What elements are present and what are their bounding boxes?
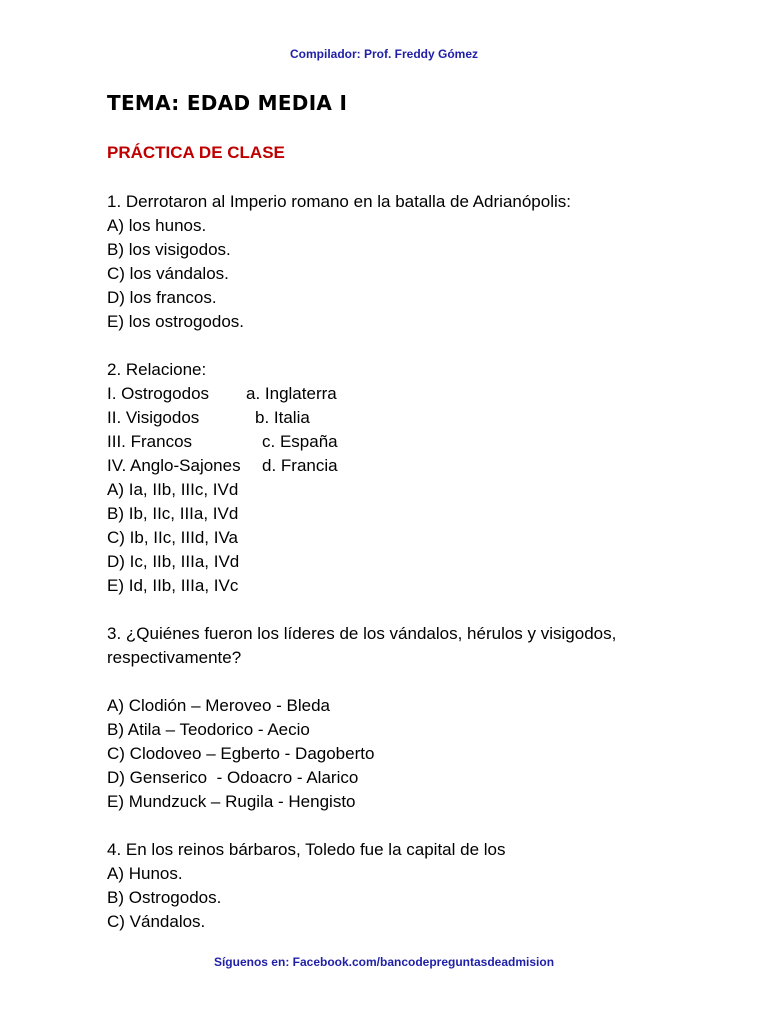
answer-option: C) Vándalos. xyxy=(107,912,206,931)
match-row xyxy=(107,454,667,478)
question-2 xyxy=(107,358,667,598)
question-4 xyxy=(107,838,667,934)
match-row xyxy=(107,406,667,430)
question-3 xyxy=(107,622,667,814)
match-row xyxy=(107,430,667,454)
answer-option: A) los hunos. xyxy=(107,216,207,235)
match-right: a. Inglaterra xyxy=(246,384,337,403)
page-title: TEMA: EDAD MEDIA I xyxy=(107,91,348,115)
page-footer: Síguenos en: Facebook.com/bancodepreguntasdeadmision xyxy=(213,955,555,969)
match-right: c. España xyxy=(262,432,338,451)
match-right: b. Italia xyxy=(255,408,310,427)
answer-option: A) Hunos. xyxy=(107,864,183,883)
match-left: II. Visigodos xyxy=(107,408,200,427)
answer-option: E) Mundzuck – Rugila - Hengisto xyxy=(107,792,356,811)
answer-option: A) Ia, IIb, IIIc, IVd xyxy=(107,480,239,499)
answer-option: A) Clodión – Meroveo - Bleda xyxy=(107,696,331,715)
match-right: d. Francia xyxy=(262,456,338,475)
answer-option: E) Id, IIb, IIIa, IVc xyxy=(107,576,239,595)
answer-option: C) Ib, IIc, IIId, IVa xyxy=(107,528,239,547)
answer-option: D) los francos. xyxy=(107,288,217,307)
question-text: 4. En los reinos bárbaros, Toledo fue la capital de los xyxy=(107,840,506,859)
answer-option: B) Atila – Teodorico - Aecio xyxy=(107,720,310,739)
answer-option: D) Genserico - Odoacro - Alarico xyxy=(107,768,359,787)
match-left: III. Francos xyxy=(107,432,193,451)
answer-option: C) los vándalos. xyxy=(107,264,229,283)
question-1 xyxy=(107,190,667,334)
answer-option: C) Clodoveo – Egberto - Dagoberto xyxy=(107,744,375,763)
answer-option: B) Ib, IIc, IIIa, IVd xyxy=(107,504,239,523)
question-text: 2. Relacione: xyxy=(107,360,207,379)
answer-option: E) los ostrogodos. xyxy=(107,312,245,331)
match-row xyxy=(107,382,667,406)
answer-option: B) Ostrogodos. xyxy=(107,888,222,907)
match-left: I. Ostrogodos xyxy=(107,384,210,403)
answer-option: B) los visigodos. xyxy=(107,240,231,259)
answer-option: D) Ic, IIb, IIIa, IVd xyxy=(107,552,240,571)
question-text-continued: respectivamente? xyxy=(107,648,242,667)
section-subtitle: PRÁCTICA DE CLASE xyxy=(107,143,285,162)
match-left: IV. Anglo-Sajones xyxy=(107,456,241,475)
page-header: Compilador: Prof. Freddy Gómez xyxy=(289,47,478,61)
question-list xyxy=(107,190,667,934)
question-text: 3. ¿Quiénes fueron los líderes de los vándalos, hérulos y visigodos, xyxy=(107,624,617,643)
question-text: 1. Derrotaron al Imperio romano en la batalla de Adrianópolis: xyxy=(107,192,571,211)
